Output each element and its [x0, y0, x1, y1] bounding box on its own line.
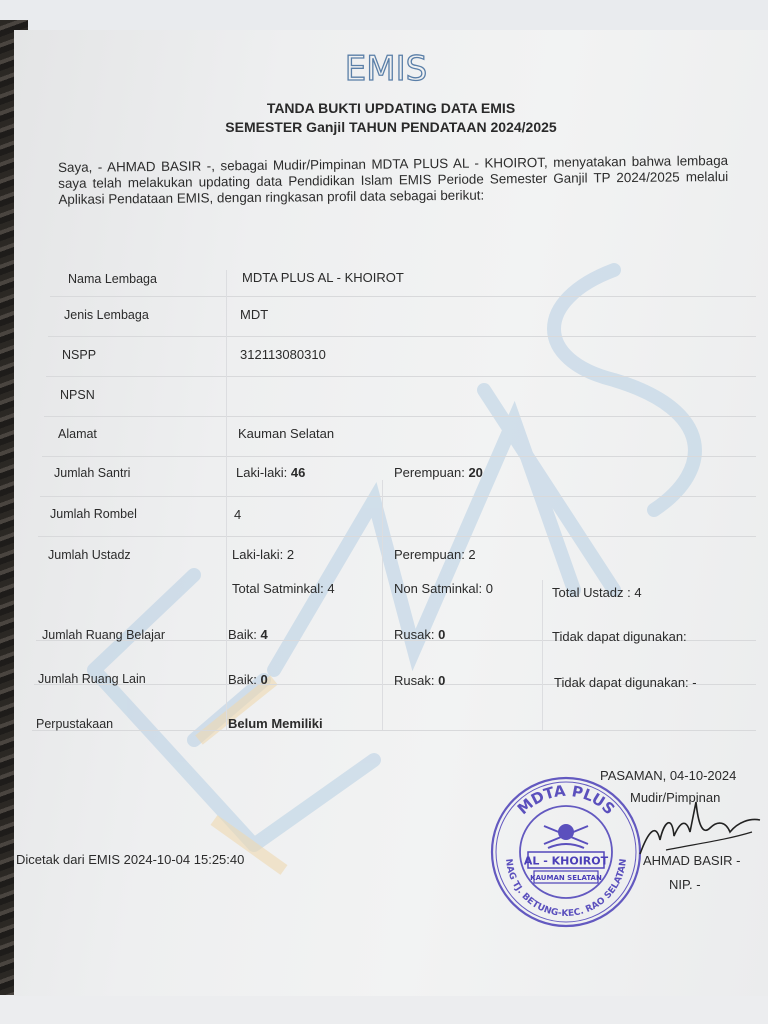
signer-role: Mudir/Pimpinan	[630, 790, 721, 805]
background-top	[0, 0, 768, 30]
value-ruang-lain-baik: Baik: 0	[228, 672, 268, 687]
value-ruang-belajar-tidak: Tidak dapat digunakan:	[552, 629, 687, 644]
label-nspp: NSPP	[62, 348, 97, 362]
institution-stamp	[488, 774, 644, 930]
signer-nip: NIP. -	[669, 877, 701, 892]
label-perpustakaan: Perpustakaan	[36, 717, 114, 731]
value-ruang-lain-tidak: Tidak dapat digunakan: -	[554, 675, 697, 690]
value-ruang-belajar-rusak: Rusak: 0	[394, 627, 446, 642]
value-santri-laki: Laki-laki: 46	[236, 465, 306, 480]
value-nspp: 312113080310	[240, 347, 326, 362]
document-title: TANDA BUKTI UPDATING DATA EMIS	[266, 100, 516, 116]
label-npsn: NPSN	[60, 388, 95, 402]
svg-text:NAG TJ. BETUNG-KEC. RAO SELATA: NAG TJ. BETUNG-KEC. RAO SELATAN	[502, 858, 630, 920]
value-ruang-belajar-baik: Baik: 4	[228, 627, 268, 642]
emis-logo-icon	[340, 48, 432, 88]
value-non-satminkal: Non Satminkal: 0	[394, 581, 493, 596]
value-santri-perempuan: Perempuan: 20	[394, 465, 483, 480]
label-jenis-lembaga: Jenis Lembaga	[64, 308, 149, 322]
value-ruang-lain-rusak: Rusak: 0	[394, 673, 446, 688]
label-jumlah-ustadz: Jumlah Ustadz	[48, 548, 131, 562]
label-alamat: Alamat	[58, 427, 97, 441]
value-jenis-lembaga: MDT	[240, 307, 269, 322]
svg-text:AL - KHOIROT: AL - KHOIROT	[523, 854, 609, 868]
signer-name: AHMAD BASIR -	[643, 853, 741, 868]
label-nama-lembaga: Nama Lembaga	[68, 272, 157, 286]
document-subtitle: SEMESTER Ganjil TAHUN PENDATAAN 2024/2025	[225, 119, 557, 135]
label-ruang-lain: Jumlah Ruang Lain	[38, 672, 146, 686]
intro-paragraph: Saya, - AHMAD BASIR -, sebagai Mudir/Pimpinan MDTA PLUS AL - KHOIROT, menyatakan bahwa lembaga saya telah melakukan updating data Pendidikan Islam EMIS Periode Semester Ganjil TP 2024/2025 melalui Aplikasi Pendataan EMIS, dengan ringkasan profil data sebagai berikut:	[58, 152, 729, 207]
value-perpustakaan: Belum Memiliki	[228, 716, 323, 731]
svg-text:MDTA PLUS: MDTA PLUS	[513, 781, 619, 819]
place-date: PASAMAN, 04-10-2024	[600, 768, 737, 783]
document-sheet	[14, 30, 768, 996]
profile-table	[30, 260, 766, 740]
svg-text:EMIS: EMIS	[344, 49, 428, 88]
value-nama-lembaga: MDTA PLUS AL - KHOIROT	[242, 270, 404, 285]
printed-timestamp: Dicetak dari EMIS 2024-10-04 15:25:40	[16, 852, 245, 867]
label-jumlah-rombel: Jumlah Rombel	[50, 507, 137, 521]
label-ruang-belajar: Jumlah Ruang Belajar	[42, 628, 165, 642]
value-ustadz-perempuan: Perempuan: 2	[394, 547, 476, 562]
value-alamat: Kauman Selatan	[238, 426, 335, 441]
stamp-emblem-icon	[544, 825, 588, 848]
handwritten-signature	[626, 792, 766, 862]
value-jumlah-rombel: 4	[234, 507, 242, 522]
value-ustadz-laki: Laki-laki: 2	[232, 547, 295, 562]
background-bottom	[0, 995, 768, 1024]
svg-text:KAUMAN SELATAN: KAUMAN SELATAN	[530, 874, 602, 882]
label-jumlah-santri: Jumlah Santri	[54, 466, 131, 480]
value-total-satminkal: Total Satminkal: 4	[232, 581, 335, 596]
value-total-ustadz: Total Ustadz : 4	[552, 585, 642, 600]
